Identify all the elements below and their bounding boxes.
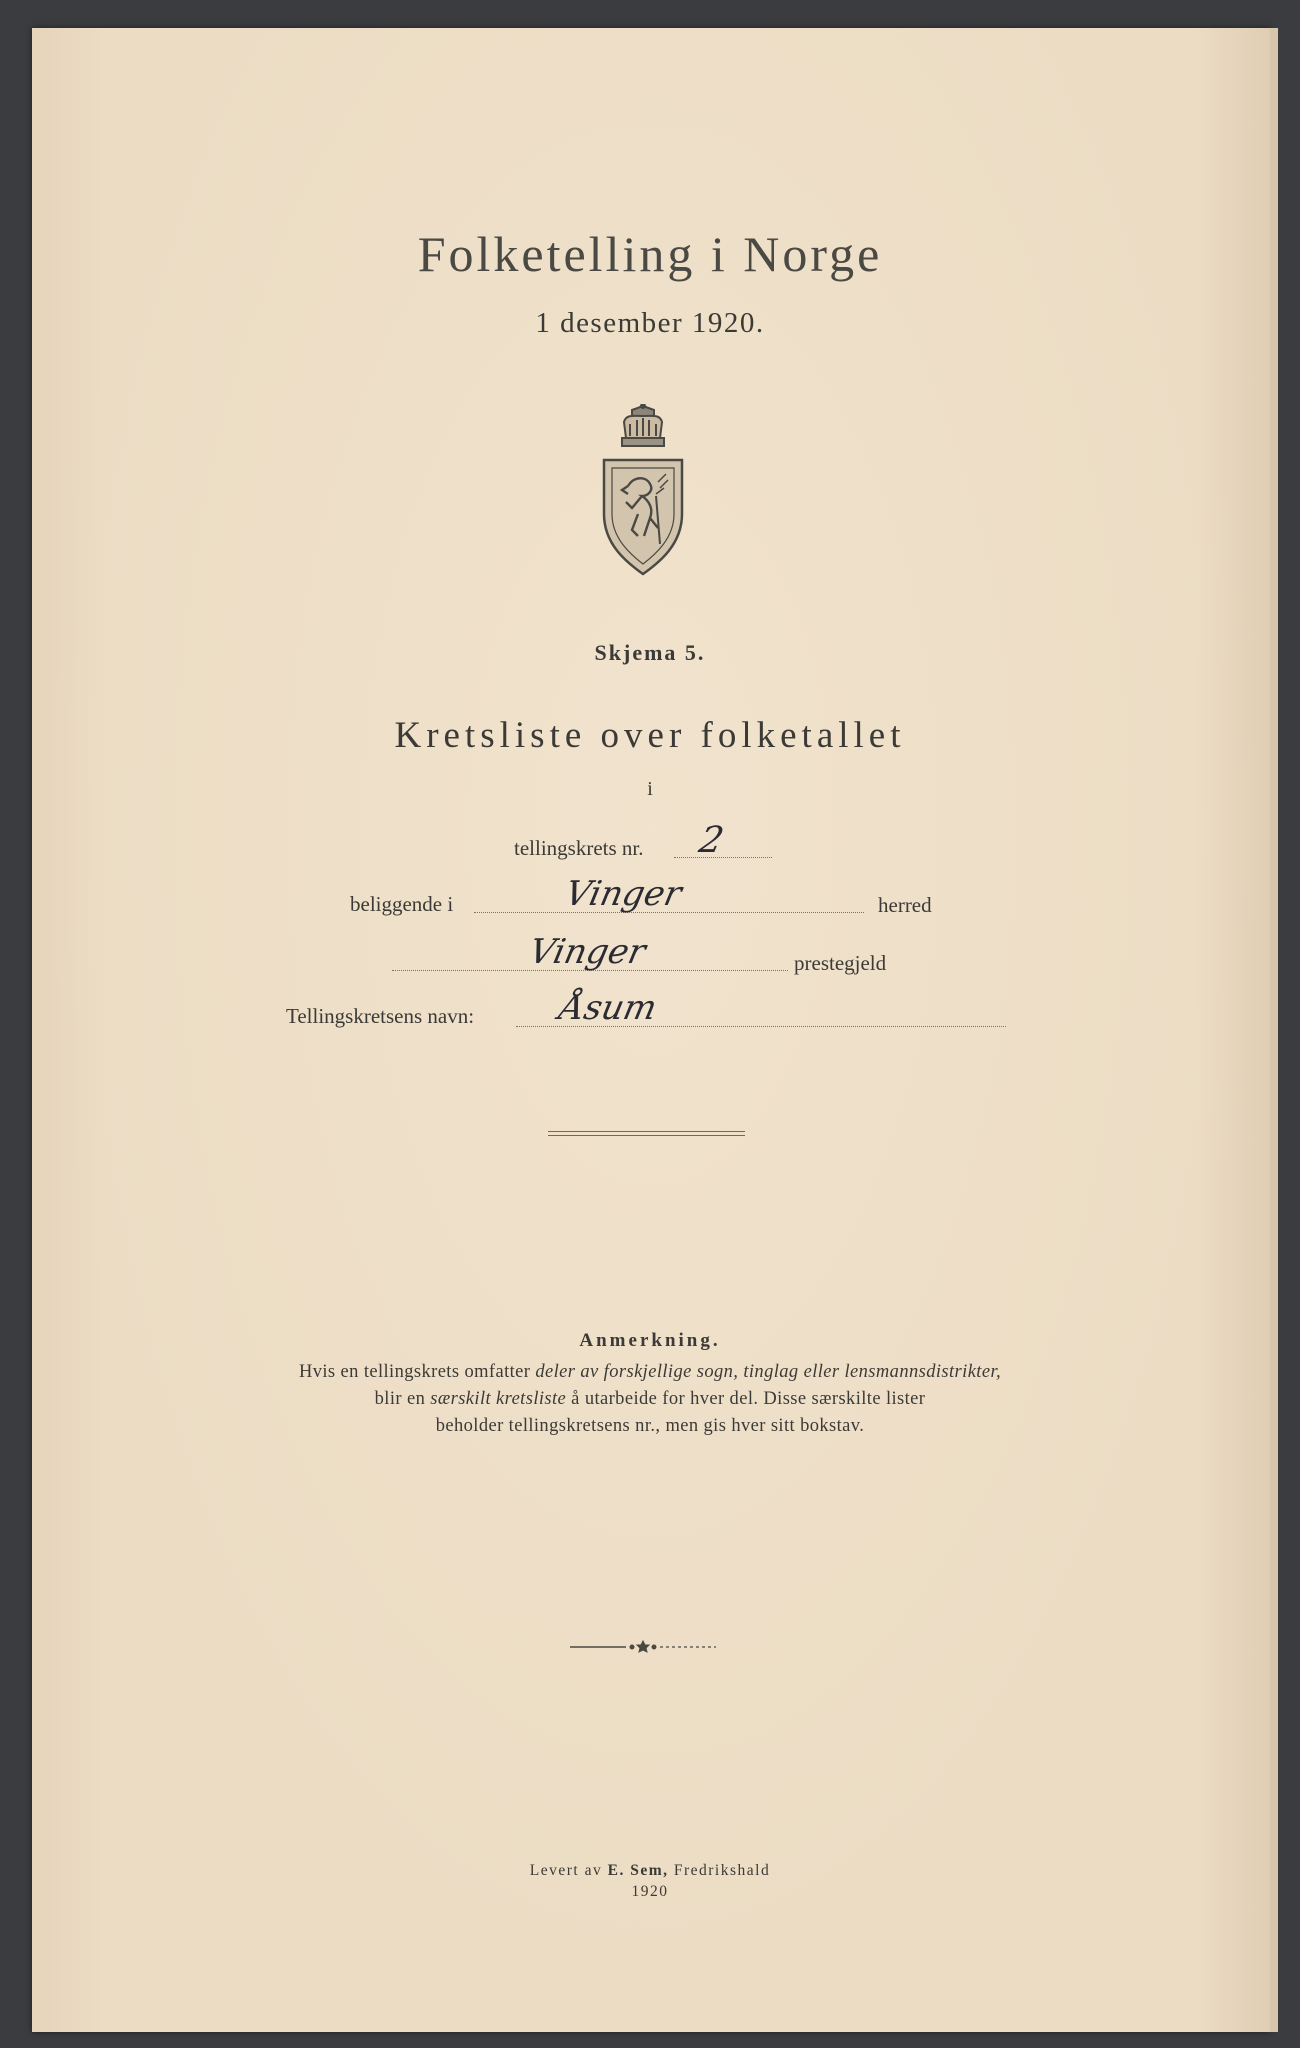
preposition-text: i: [647, 778, 653, 800]
prestegjeld-label: prestegjeld: [794, 951, 887, 975]
herred-value: Vinger: [561, 874, 686, 914]
herred-label: herred: [878, 893, 932, 917]
krets-number-label: tellingskrets nr.: [514, 836, 644, 860]
krets-number-value: 2: [695, 820, 728, 861]
form-heading: Kretsliste over folketallet: [394, 715, 906, 756]
prestegjeld-value: Vinger: [525, 932, 650, 972]
printer-year: 1920: [631, 1883, 669, 1900]
schema-number: Skjema 5.: [594, 640, 706, 665]
note-line-1: Hvis en tellingskrets omfatter deler av forskjellige sogn, tinglag eller lensmannsdistrikter,: [298, 1362, 1002, 1382]
printer-credit: Levert av E. Sem, Fredrikshald: [529, 1862, 771, 1879]
census-date: 1 desember 1920.: [535, 307, 765, 339]
district-name-label: Tellingskretsens navn:: [286, 1004, 475, 1028]
district-name-value: Åsum: [555, 988, 661, 1028]
note-title: Anmerkning.: [579, 1330, 721, 1351]
norwegian-coat-of-arms-icon: [598, 404, 688, 576]
section-divider: [548, 1131, 745, 1136]
document-title: Folketelling i Norge: [417, 226, 883, 282]
note-line-3: beholder tellingskretsens nr., men gis hver sitt bokstav.: [435, 1416, 865, 1436]
located-in-label: beliggende i: [350, 892, 454, 916]
ornament-divider-icon: [568, 1640, 718, 1654]
note-line-2: blir en særskilt kretsliste å utarbeide for hver del. Disse særskilte lister: [374, 1389, 926, 1409]
krets-number-line: [674, 857, 772, 858]
